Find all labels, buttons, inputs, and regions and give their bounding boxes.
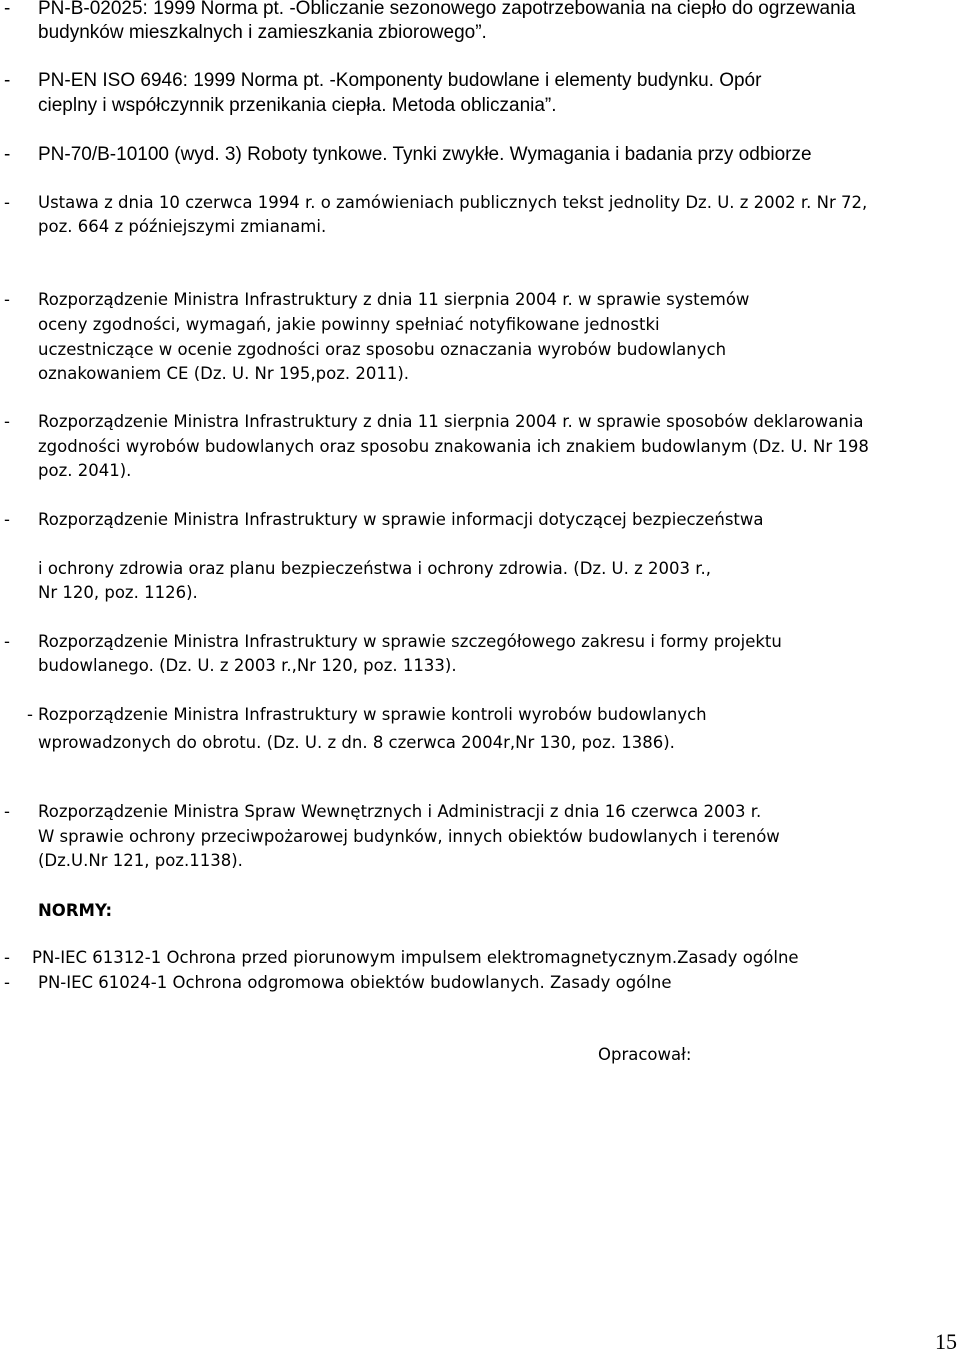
list-dash: - xyxy=(4,632,10,651)
list-dash: - xyxy=(4,144,11,165)
list-item-line: uczestniczące w ocenie zgodności oraz sposobu oznaczania wyrobów budowlanych xyxy=(38,340,727,359)
list-item-line: PN-70/B-10100 (wyd. 3) Roboty tynkowe. Tynki zwykłe. Wymagania i badania przy odbiorze xyxy=(38,144,812,165)
list-item-line: Rozporządzenie Ministra Infrastruktury w sprawie szczegółowego zakresu i formy projektu xyxy=(38,632,782,651)
list-dash: - xyxy=(4,510,10,529)
list-dash: - xyxy=(4,70,11,91)
list-item-line: oznakowaniem CE (Dz. U. Nr 195,poz. 2011). xyxy=(38,364,410,383)
list-item-line: Rozporządzenie Ministra Infrastruktury z dnia 11 sierpnia 2004 r. w sprawie systemów xyxy=(38,290,750,309)
list-dash: - xyxy=(4,0,11,19)
list-item-line: Ustawa z dnia 10 czerwca 1994 r. o zamówieniach publicznych tekst jednolity Dz. U. z 2002 r. Nr 72, xyxy=(38,193,868,212)
list-item-line: i ochrony zdrowia oraz planu bezpieczeństwa i ochrony zdrowia. (Dz. U. z 2003 r., xyxy=(38,559,712,578)
list-item-line: Rozporządzenie Ministra Infrastruktury z dnia 11 sierpnia 2004 r. w sprawie sposobów deklarowania xyxy=(38,412,864,431)
norm-item: PN-IEC 61312-1 Ochrona przed piorunowym impulsem elektromagnetycznym.Zasady ogólne xyxy=(32,948,799,967)
list-dash: - xyxy=(4,412,10,431)
list-item-line: cieplny i współczynnik przenikania ciepła. Metoda obliczania”. xyxy=(38,95,557,116)
list-item-line: PN-EN ISO 6946: 1999 Norma pt. -Komponenty budowlane i elementy budynku. Opór xyxy=(38,70,762,91)
norms-heading: NORMY: xyxy=(38,901,113,920)
list-item-line: Rozporządzenie Ministra Spraw Wewnętrznych i Administracji z dnia 16 czerwca 2003 r. xyxy=(38,802,762,821)
list-item-line: (Dz.U.Nr 121, poz.1138). xyxy=(38,851,243,870)
list-item-line: Rozporządzenie Ministra Infrastruktury w sprawie informacji dotyczącej bezpieczeństwa xyxy=(38,510,764,529)
list-dash: - xyxy=(4,193,10,212)
list-item-line: zgodności wyrobów budowlanych oraz sposobu znakowania ich znakiem budowlanym (Dz. U. Nr 198 xyxy=(38,437,869,456)
list-item-line: W sprawie ochrony przeciwpożarowej budynków, innych obiektów budowlanych i terenów xyxy=(38,827,780,846)
list-item-line: oceny zgodności, wymagań, jakie powinny spełniać notyfikowane jednostki xyxy=(38,315,660,334)
norm-item: PN-IEC 61024-1 Ochrona odgromowa obiektów budowlanych. Zasady ogólne xyxy=(38,973,672,992)
list-item-line: poz. 664 z późniejszymi zmianami. xyxy=(38,217,327,236)
page-number: 15 xyxy=(935,1329,957,1354)
norm-dash: - xyxy=(4,948,10,967)
list-item-line: poz. 2041). xyxy=(38,461,132,480)
list-item-line: budowlanego. (Dz. U. z 2003 r.,Nr 120, poz. 1133). xyxy=(38,656,457,675)
list-dash: - xyxy=(27,705,33,724)
list-item-line: Rozporządzenie Ministra Infrastruktury w sprawie kontroli wyrobów budowlanych xyxy=(38,705,707,724)
list-item-line: Nr 120, poz. 1126). xyxy=(38,583,198,602)
list-item-line: budynków mieszkalnych i zamieszkania zbiorowego”. xyxy=(38,22,487,43)
list-dash: - xyxy=(4,290,10,309)
list-dash: - xyxy=(4,802,10,821)
signature-label: Opracował: xyxy=(598,1045,692,1064)
list-item-line: PN-B-02025: 1999 Norma pt. -Obliczanie sezonowego zapotrzebowania na ciepło do ogrzewania xyxy=(38,0,856,19)
norm-dash: - xyxy=(4,973,10,992)
list-item-line: wprowadzonych do obrotu. (Dz. U. z dn. 8 czerwca 2004r,Nr 130, poz. 1386). xyxy=(38,733,675,752)
